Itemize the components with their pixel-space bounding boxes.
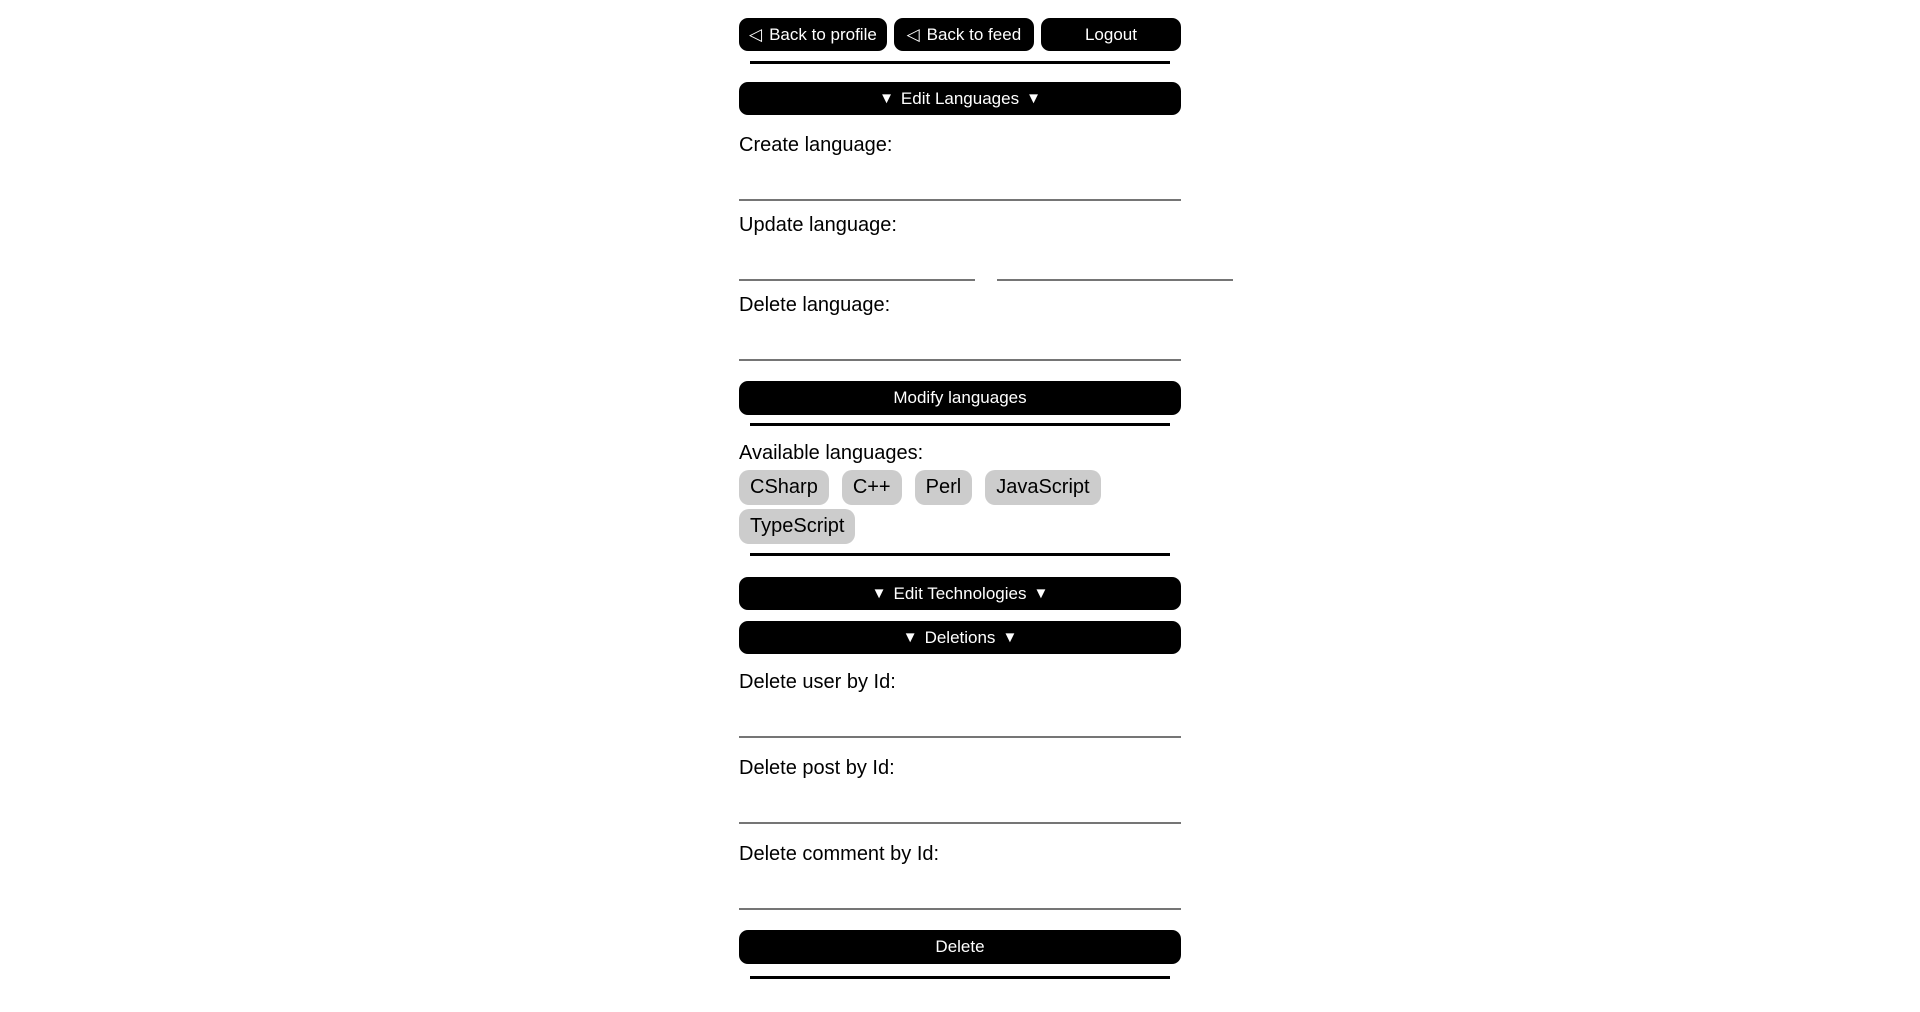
update-language-inputs <box>739 237 1181 281</box>
available-languages-label: Available languages: <box>739 442 924 464</box>
chevron-down-icon: ▼ <box>902 629 918 646</box>
delete-post-input[interactable] <box>739 788 1181 824</box>
chevron-down-icon: ▼ <box>1002 629 1018 646</box>
back-to-feed-button[interactable] <box>894 18 1034 51</box>
back-to-feed-label: Back to feed <box>926 24 1022 44</box>
modify-languages-button[interactable] <box>739 381 1181 415</box>
delete-user-input[interactable] <box>739 702 1181 738</box>
tags-divider <box>750 553 1170 556</box>
header-actions <box>739 18 1181 51</box>
create-language-label: Create language: <box>739 134 893 156</box>
languages-divider <box>750 423 1170 426</box>
logout-button[interactable] <box>1041 18 1181 51</box>
available-languages-list <box>739 470 1181 544</box>
admin-panel <box>739 0 1181 979</box>
chevron-down-icon: ▼ <box>1026 90 1041 107</box>
language-tag[interactable]: C++ <box>842 470 902 505</box>
update-language-input-2[interactable] <box>997 245 1233 281</box>
deletions-label: Deletions <box>924 627 996 647</box>
header-divider <box>750 61 1170 64</box>
delete-language-input[interactable] <box>739 325 1181 361</box>
language-tag[interactable]: Perl <box>915 470 973 505</box>
back-arrow-icon: ◁ <box>906 24 920 44</box>
language-tag[interactable]: TypeScript <box>739 509 855 544</box>
back-to-profile-label: Back to profile <box>769 24 877 44</box>
logout-label: Logout <box>1084 24 1137 44</box>
language-tag[interactable]: CSharp <box>739 470 829 505</box>
delete-post-label: Delete post by Id: <box>739 757 895 779</box>
delete-comment-label: Delete comment by Id: <box>739 843 940 865</box>
edit-languages-toggle[interactable] <box>739 82 1181 115</box>
edit-technologies-label: Edit Technologies <box>893 583 1027 603</box>
delete-language-label: Delete language: <box>739 294 891 316</box>
chevron-down-icon: ▼ <box>1033 585 1049 602</box>
chevron-down-icon: ▼ <box>871 585 887 602</box>
update-language-label: Update language: <box>739 214 897 236</box>
language-tag[interactable]: JavaScript <box>985 470 1100 505</box>
chevron-down-icon: ▼ <box>879 90 894 107</box>
create-language-input[interactable] <box>739 165 1181 201</box>
delete-user-label: Delete user by Id: <box>739 671 896 693</box>
delete-button-label: Delete <box>935 937 985 956</box>
update-language-input-1[interactable] <box>739 245 975 281</box>
delete-comment-input[interactable] <box>739 874 1181 910</box>
bottom-divider <box>750 976 1170 979</box>
edit-languages-label: Edit Languages <box>900 88 1020 108</box>
edit-technologies-toggle[interactable] <box>739 577 1181 610</box>
modify-languages-label: Modify languages <box>893 388 1027 407</box>
back-to-profile-button[interactable] <box>739 18 887 51</box>
back-arrow-icon: ◁ <box>749 24 763 44</box>
deletions-toggle[interactable] <box>739 621 1181 654</box>
delete-button[interactable] <box>739 930 1181 964</box>
